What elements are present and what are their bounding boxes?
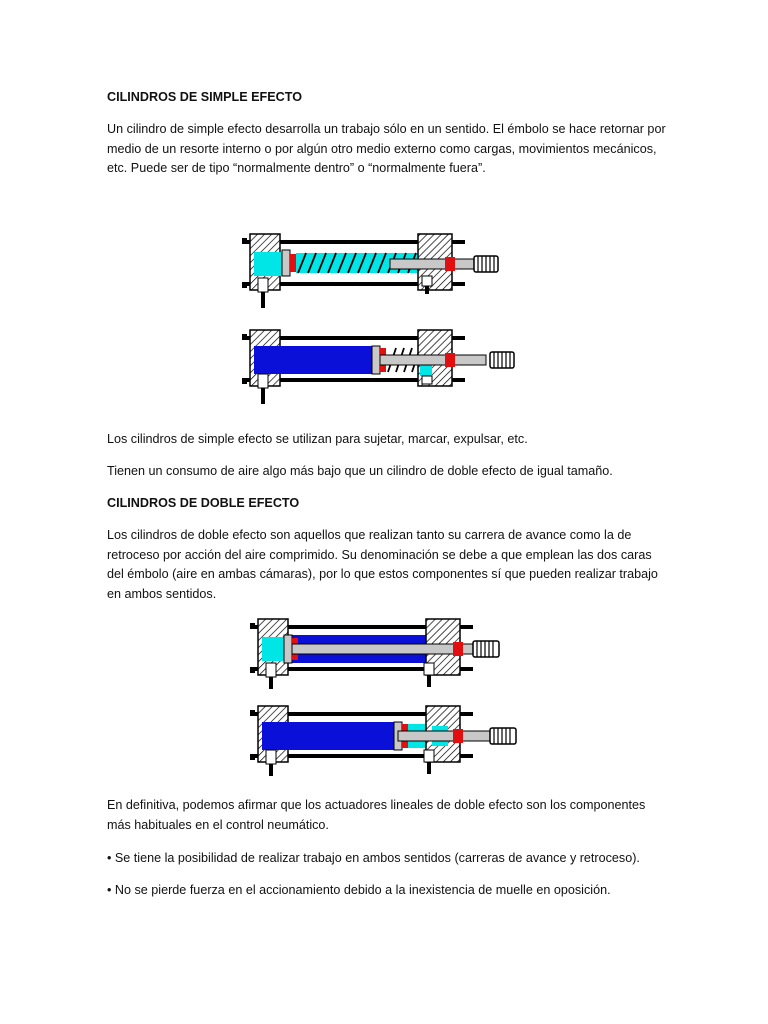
diagram-double-effect-retracting: [248, 615, 518, 697]
paragraph-double-effect-intro: Los cilindros de doble efecto son aquellos que realizan tanto su carrera de avance como la de retroceso por acción del aire comprimido. Su denominación se debe a que emplean las dos caras del émbolo (aire en ambas cámaras), por lo que estos componentes sí que pueden realizar trabajo en ambos sentidos.: [107, 528, 658, 601]
paragraph-simple-effect-consumption: Tienen un consumo de aire algo más bajo que un cilindro de doble efecto de igual tamaño.: [107, 464, 613, 478]
paragraph-double-effect-conclusion: En definitiva, podemos afirmar que los actuadores lineales de doble efecto son los componentes más habituales en el control neumático.: [107, 798, 646, 832]
section-heading-simple-effect: CILINDROS DE SIMPLE EFECTO: [107, 90, 302, 104]
bullet-item-no-spring-loss: • No se pierde fuerza en el accionamiento debido a la inexistencia de muelle en oposición.: [107, 883, 611, 897]
section-heading-double-effect: CILINDROS DE DOBLE EFECTO: [107, 496, 300, 510]
bullet-item-bidirectional-work: • Se tiene la posibilidad de realizar trabajo en ambos sentidos (carreras de avance y retroceso).: [107, 851, 640, 865]
diagram-simple-effect-retracted: [240, 230, 505, 312]
paragraph-simple-effect-intro: Un cilindro de simple efecto desarrolla un trabajo sólo en un sentido. El émbolo se hace retornar por medio de un resorte interno o por algún otro medio externo como cargas, movimientos mecánicos, etc. Puede ser de tipo “normalmente dentro” o “normalmente fuera”.: [107, 122, 666, 175]
diagram-simple-effect-extended: [240, 326, 525, 408]
paragraph-simple-effect-uses: Los cilindros de simple efecto se utilizan para sujetar, marcar, expulsar, etc.: [107, 432, 528, 446]
diagram-double-effect-advancing: [248, 702, 523, 784]
